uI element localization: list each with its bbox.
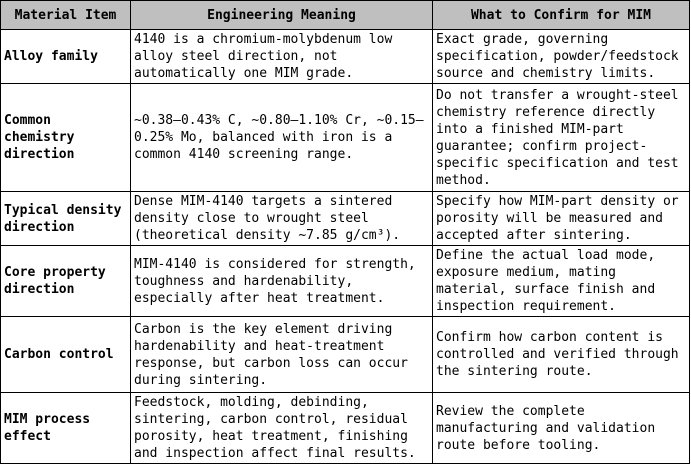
material-item-cell: Carbon control <box>1 317 131 393</box>
table-row <box>1 30 690 84</box>
table-row <box>1 192 690 246</box>
table-row <box>1 393 690 464</box>
confirm-cell: Confirm how carbon content is controlled and verified through the sintering route. <box>433 317 690 393</box>
confirm-cell: Specify how MIM-part density or porosity will be measured and accepted after sintering. <box>433 192 690 246</box>
material-item-cell: Common chemistry direction <box>1 84 131 192</box>
table-row <box>1 317 690 393</box>
table-row <box>1 84 690 192</box>
engineering-meaning-cell: MIM-4140 is considered for strength, toughness and hardenability, especially after heat treatment. <box>131 246 433 317</box>
confirm-cell: Review the complete manufacturing and validation route before tooling. <box>433 393 690 464</box>
engineering-meaning-cell: ~0.38–0.43% C, ~0.80–1.10% Cr, ~0.15–0.25% Mo, balanced with iron is a common 4140 screening range. <box>131 84 433 192</box>
confirm-cell: Do not transfer a wrought-steel chemistry reference directly into a finished MIM-part guarantee; confirm project-specific specification and test method. <box>433 84 690 192</box>
engineering-meaning-cell: Feedstock, molding, debinding, sintering, carbon control, residual porosity, heat treatment, finishing and inspection affect final results. <box>131 393 433 464</box>
header-engineering-meaning: Engineering Meaning <box>131 1 433 30</box>
material-item-cell: Core property direction <box>1 246 131 317</box>
confirm-cell: Define the actual load mode, exposure medium, mating material, surface finish and inspection requirement. <box>433 246 690 317</box>
material-item-cell: MIM process effect <box>1 393 131 464</box>
header-row <box>1 1 690 30</box>
confirm-cell: Exact grade, governing specification, powder/feedstock source and chemistry limits. <box>433 30 690 84</box>
header-what-to-confirm: What to Confirm for MIM <box>433 1 690 30</box>
material-item-cell: Alloy family <box>1 30 131 84</box>
engineering-meaning-cell: 4140 is a chromium-molybdenum low alloy steel direction, not automatically one MIM grade. <box>131 30 433 84</box>
material-item-cell: Typical density direction <box>1 192 131 246</box>
engineering-meaning-cell: Dense MIM-4140 targets a sintered density close to wrought steel (theoretical density ~7.85 g/cm³). <box>131 192 433 246</box>
table-row <box>1 246 690 317</box>
header-material-item: Material Item <box>1 1 131 30</box>
engineering-meaning-cell: Carbon is the key element driving hardenability and heat-treatment response, but carbon loss can occur during sintering. <box>131 317 433 393</box>
